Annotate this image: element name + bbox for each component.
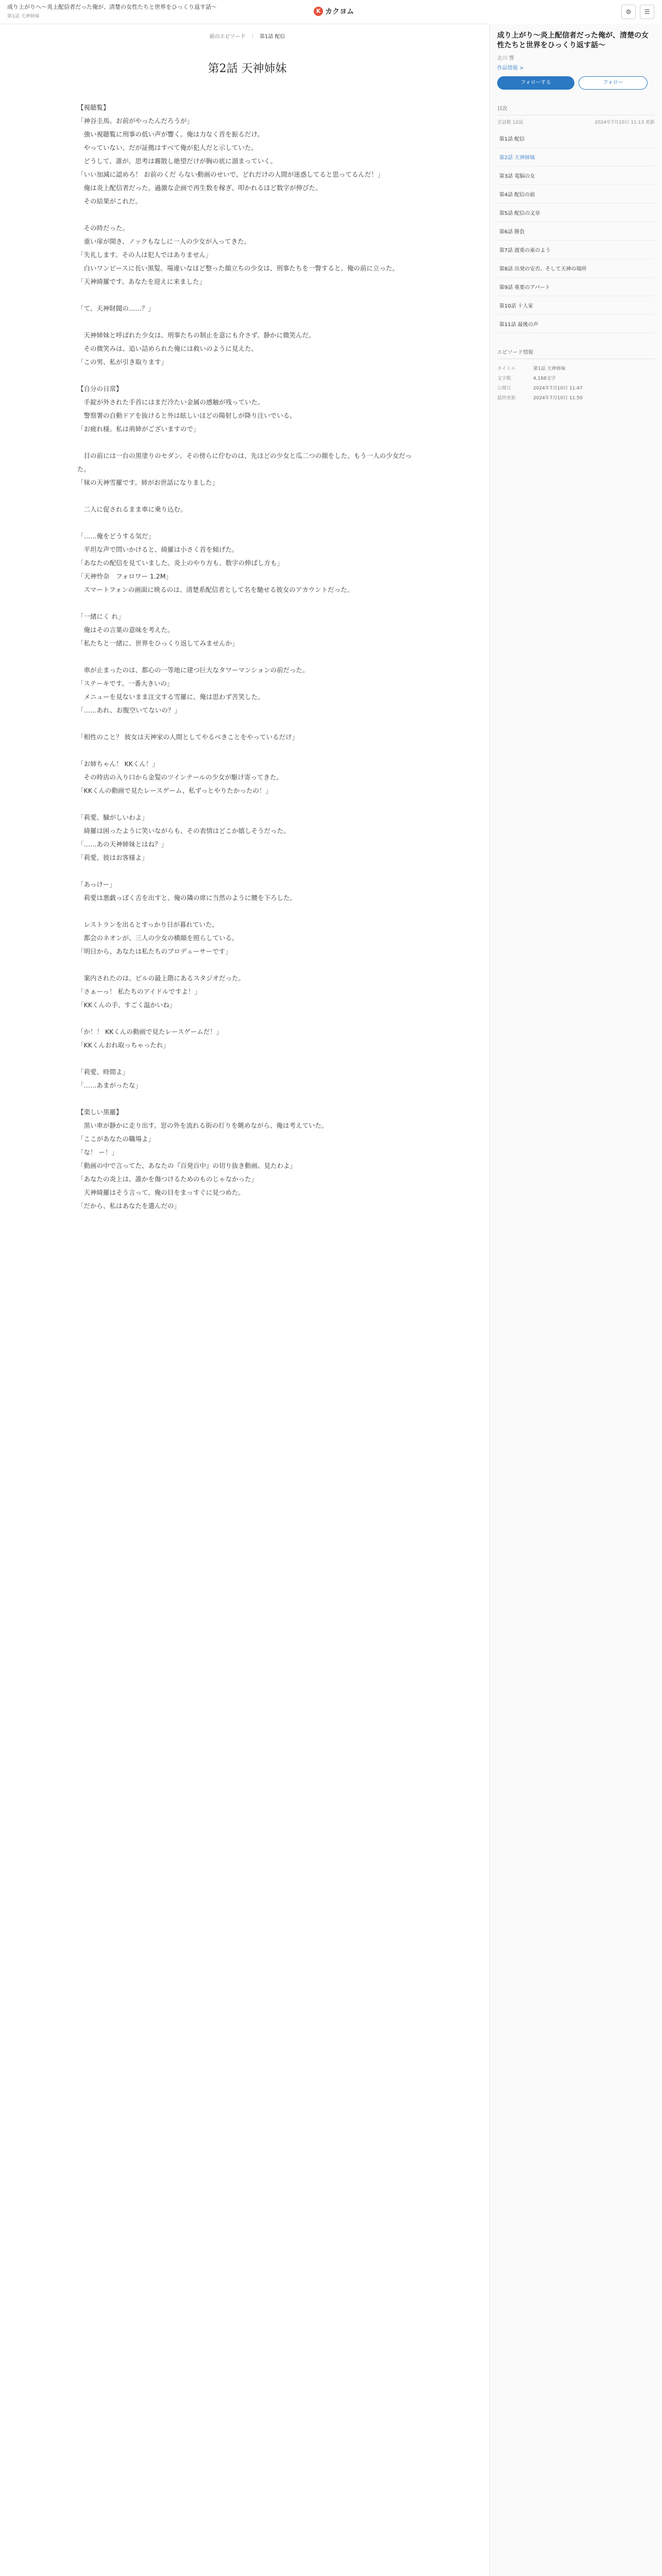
body-paragraph: 「お姉ちゃん！ KKくん！」	[77, 760, 159, 768]
body-paragraph: レストランを出るとすっかり日が暮れていた。	[77, 921, 218, 928]
body-paragraph: 「あっけー」	[77, 880, 116, 888]
body-paragraph: 「KKくんの手、すごく温かいね」	[77, 1001, 176, 1009]
prev-episode-link[interactable]: 前のエピソード	[209, 33, 246, 40]
info-value: 4,168文字	[533, 376, 556, 381]
body-paragraph	[77, 650, 417, 664]
breadcrumb-separator: |	[251, 32, 253, 39]
sidebar-author[interactable]: 北川 響	[497, 56, 515, 61]
body-paragraph: その時だった。	[77, 224, 129, 232]
body-paragraph: 「明日から、あなたは私たちのプロデューサーです」	[77, 947, 232, 955]
body-paragraph: 「失礼します。その人は犯人ではありません」	[77, 251, 212, 259]
episode-title: 第2話 天神姉妹	[208, 62, 287, 75]
body-paragraph: 「莉愛、彼はお客様よ」	[77, 854, 148, 861]
body-paragraph	[77, 597, 417, 610]
toc-episode-item[interactable]: 第9話 重要のアパート	[497, 278, 655, 296]
body-paragraph	[77, 798, 417, 811]
body-paragraph: 「動画の中で言ってた、あなたの『百発百中』の切り抜き動画、見たわよ」	[77, 1162, 297, 1170]
body-paragraph: 【楽しい黒羅】	[77, 1108, 123, 1116]
info-row	[497, 393, 655, 402]
episode-info	[497, 363, 655, 402]
body-paragraph: 天神姉妹と呼ばれた少女は、刑事たちの制止を意にも介さず、静かに微笑んだ。	[77, 331, 315, 339]
body-paragraph	[77, 1012, 417, 1025]
info-value: 2024年7月10日 11:47	[533, 386, 583, 391]
toc-episode-item[interactable]: 第10話 十人家	[497, 296, 655, 315]
body-paragraph: 「……あれ、お腹空いてないの？」	[77, 706, 181, 714]
body-paragraph: 「KKくんの動画で見たレースゲーム、私ずっとやりたかったの！」	[77, 787, 272, 794]
info-row	[497, 383, 655, 393]
body-paragraph: 「一緒にく れ」	[77, 613, 125, 620]
body-paragraph: 「か！！ KKくんの動画で見たレースゲームだ！」	[77, 1028, 223, 1036]
body-paragraph: 「……俺をどうする気だ」	[77, 532, 155, 540]
site-logo[interactable]	[314, 6, 354, 17]
body-paragraph: 「お疲れ様。私は荊姉がございますので」	[77, 425, 200, 433]
toc-episode-item[interactable]: 第8話 出発の安否、そして天神の場所	[497, 259, 655, 278]
toc-count: 全話数 12話	[497, 120, 523, 125]
body-paragraph	[77, 1052, 417, 1065]
body-paragraph: 「あなたの炎上は、誰かを傷つけるためのものじゃなかった」	[77, 1175, 258, 1183]
body-paragraph: 「天神怜奈 フォロワー 1.2M」	[77, 572, 173, 580]
body-paragraph: 「莉愛、時間よ」	[77, 1068, 129, 1076]
info-value: 第1話 天神姉妹	[533, 366, 566, 371]
body-paragraph: 【自分の日常】	[77, 385, 123, 393]
info-value: 2024年7月10日 11:50	[533, 396, 583, 401]
body-paragraph: 「ここがあなたの職場よ」	[77, 1135, 155, 1143]
body-paragraph	[77, 865, 417, 878]
body-paragraph: 手錠が外された手首にはまだ冷たい金属の感触が残っていた。	[77, 398, 264, 406]
body-paragraph: 天神綺羅はそう言って、俺の目をまっすぐに見つめた。	[77, 1189, 245, 1196]
body-paragraph: 二人に促されるまま車に乗り込む。	[77, 505, 187, 513]
body-paragraph: 「な！ ー！」	[77, 1148, 118, 1156]
toc-episode-item[interactable]: 第5話 配信の文章	[497, 204, 655, 222]
body-paragraph: 莉愛は悪戯っぽく舌を出すと、俺の隣の席に当然のように腰を下ろした。	[77, 894, 297, 902]
body-paragraph	[77, 315, 417, 329]
body-paragraph: 車が止まったのは、都心の一等地に建つ巨大なタワーマンションの前だった。	[77, 666, 309, 674]
episode-info-heading: エピソード情報	[497, 348, 655, 359]
toc-updated: 2024年7月10日 11:13 更新	[595, 120, 655, 125]
breadcrumb	[139, 30, 355, 41]
body-paragraph	[77, 436, 417, 449]
body-paragraph: 白いワンピースに長い黒髪。場違いなほど整った顔立ちの少女は、刑事たちを一瞥すると、俺の前に立った。	[77, 264, 399, 272]
toc-episode-item[interactable]: 第1話 配信	[497, 129, 655, 148]
body-paragraph: 「私たちと一緒に、世界をひっくり返してみませんか」	[77, 639, 239, 647]
sidebar-work-title[interactable]: 成り上がり〜炎上配信者だった俺が、清楚の女性たちと世界をひっくり返す話〜	[497, 31, 649, 49]
body-paragraph: 「て、天神財閥の……？」	[77, 304, 155, 312]
toc-episode-item[interactable]: 第6話 勝負	[497, 222, 655, 241]
info-key: 最終更新	[497, 396, 516, 401]
body-paragraph: その結果がこれだ。	[77, 197, 142, 205]
body-paragraph: 重い扉が開き、ノックもなしに一人の少女が入ってきた。	[77, 238, 251, 245]
work-info-link[interactable]: 作品情報 >	[497, 65, 524, 71]
logo-text: カクヨム	[325, 8, 354, 16]
toc-episode-item[interactable]: 第7話 渡重の東のよう	[497, 241, 655, 259]
body-paragraph: スマートフォンの画面に映るのは、清楚系配信者として名を馳せる彼女のアカウントだった。	[77, 586, 354, 594]
settings-icon[interactable]: ⚙	[621, 5, 636, 19]
body-paragraph	[77, 289, 417, 302]
body-paragraph: メニューを見ないまま注文する雪羅に、俺は思わず苦笑した。	[77, 693, 264, 701]
body-paragraph: どうして、誰が。思考は霧散し絶望だけが胸の底に溜まっていく。	[77, 157, 277, 165]
body-paragraph: やっていない、だが証拠はすべて俺が犯人だと示していた。	[77, 144, 258, 151]
toc-episode-item[interactable]: 第3話 電脳の女	[497, 166, 655, 185]
follow-author-button[interactable]: フォロー	[579, 76, 648, 90]
body-paragraph: 警察署の自動ドアを抜けると外は眩しいほどの陽射しが降り注いでいる。	[77, 412, 296, 419]
episode-subtitle: 第1話 天神姉妹	[7, 14, 40, 19]
body-paragraph	[77, 717, 417, 731]
body-paragraph: 都会のネオンが、三人の少女の横顔を照らしている。	[77, 934, 239, 942]
header-actions	[621, 5, 654, 19]
info-key: 文字数	[497, 376, 512, 381]
work-title-header[interactable]: 成り上がりへ〜炎上配信者だった俺が、清楚の女性たちと世界をひっくり返す話〜	[7, 4, 217, 10]
info-key: タイトル	[497, 366, 516, 371]
body-paragraph: その時店の入り口から金髪のツインテールの少女が駆け寄ってきた。	[77, 773, 283, 781]
body-paragraph	[77, 905, 417, 918]
body-paragraph: 綺羅は困ったように笑いながらも、その表情はどこか嬉しそうだった。	[77, 827, 290, 835]
body-paragraph: 「この男、私が引き取ります」	[77, 358, 168, 366]
body-paragraph: 黒い車が静かに走り出す。窓の外を流れる街の灯りを眺めながら、俺は考えていた。	[77, 1122, 328, 1129]
body-paragraph	[77, 744, 417, 757]
body-paragraph: 「莉愛、騒がしいわよ」	[77, 814, 148, 821]
body-paragraph: 「妹の天神雪羅です。姉がお世話になりました」	[77, 479, 219, 486]
body-paragraph: 「いい加減に認めろ！ お前のくだ らない動画のせいで、どれだけの人間が迷惑してると思ってるんだ！」	[77, 171, 384, 178]
body-paragraph: 目の前には一台の黒塗りのセダン。その傍らに佇むのは、先ほどの少女と瓜二つの顔をした、もう一人の少女だった。	[77, 452, 412, 473]
body-paragraph: 「神谷圭馬。お前がやったんだろうが」	[77, 117, 194, 125]
body-paragraph: 「天神綺羅です。あなたを迎えに来ました」	[77, 278, 206, 285]
toc-episode-item[interactable]: 第4話 配信の前	[497, 185, 655, 204]
current-episode-link[interactable]: 第1話 配信	[259, 33, 285, 40]
body-paragraph	[77, 369, 417, 382]
info-key: 公開日	[497, 386, 512, 391]
menu-icon[interactable]: ☰	[640, 5, 654, 19]
info-row	[497, 363, 655, 373]
body-paragraph: 「さぁーっ！ 私たちのアイドルですよ！」	[77, 988, 201, 995]
body-paragraph: 案内されたのは、ビルの最上階にあるスタジオだった。	[77, 974, 245, 982]
body-paragraph: 「……あの天神姉妹とはね？」	[77, 840, 168, 848]
body-paragraph	[77, 489, 417, 503]
body-paragraph: 平坦な声で問いかけると、綺羅は小さく首を傾げた。	[77, 546, 239, 553]
toc-episode-item[interactable]: 第2話 天神姉妹	[497, 148, 655, 166]
toc-heading: 目次	[497, 104, 655, 115]
body-paragraph	[77, 1092, 417, 1106]
follow-work-button[interactable]: フォローする	[497, 76, 574, 90]
body-paragraph: 「KKくんおれ取っちゃったれ」	[77, 1041, 169, 1049]
reader-main	[0, 24, 489, 2576]
body-paragraph: 「だから、私はあなたを選んだの」	[77, 1202, 181, 1210]
body-paragraph: 【視聴覧】	[77, 104, 110, 111]
body-paragraph: 強い視聴覧に刑事の低い声が響く。俺は力なく首を振るだけ。	[77, 130, 264, 138]
episode-body	[77, 101, 417, 1213]
body-paragraph	[77, 208, 417, 222]
body-paragraph: 「あなたの配信を見ていました。炎上のやり方も、数字の伸ばし方も」	[77, 559, 284, 567]
body-paragraph: 「相性のこと？ 彼女は天神家の人間としてやるべきことをやっているだけ」	[77, 733, 298, 741]
logo-icon: K	[314, 7, 323, 16]
info-row	[497, 373, 655, 383]
toc-episode-item[interactable]: 第11話 最後の声	[497, 315, 655, 333]
body-paragraph	[77, 958, 417, 972]
body-paragraph: その微笑みは、追い詰められた俺には救いのように見えた。	[77, 345, 258, 352]
body-paragraph: 「ステーキです。一番大きいの」	[77, 680, 174, 687]
body-paragraph: 俺は炎上配信者だった。過激な企画で再生数を稼ぎ、叩かれるほど数字が伸びた。	[77, 184, 322, 192]
top-bar	[0, 0, 661, 24]
body-paragraph	[77, 516, 417, 530]
sidebar	[489, 24, 662, 2576]
body-paragraph: 俺はその言葉の意味を考えた。	[77, 626, 174, 634]
body-paragraph: 「……あまがったな」	[77, 1081, 142, 1089]
episode-list	[497, 129, 655, 333]
